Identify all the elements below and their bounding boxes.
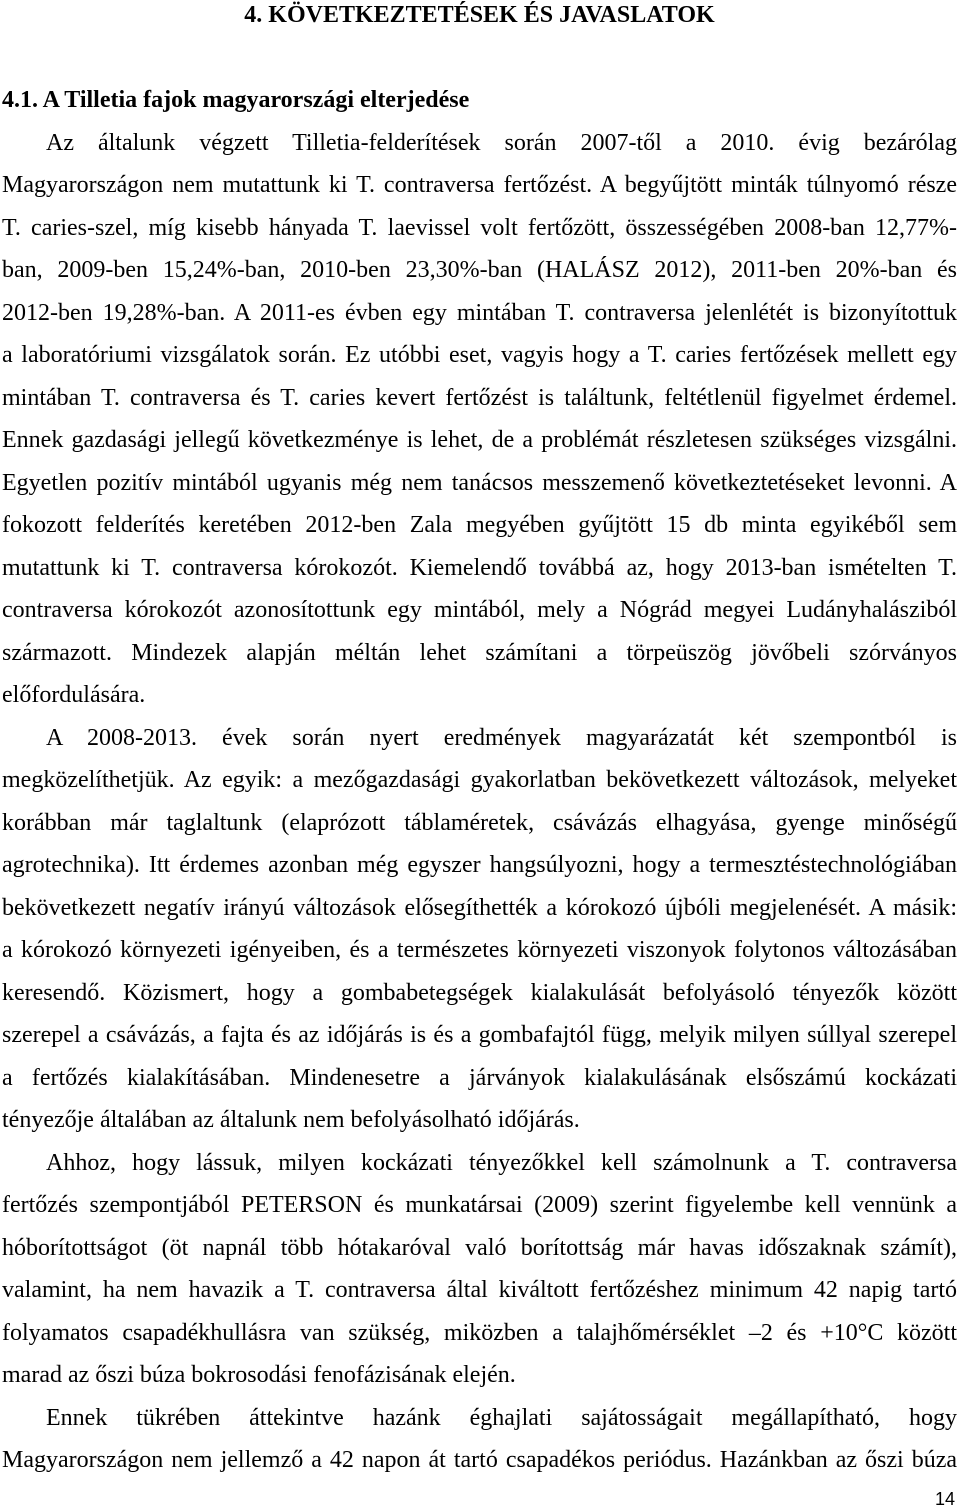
paragraph-line: tényezője általában az általunk nem befolyásolható időjárás. xyxy=(2,1107,580,1133)
paragraph-line: hóborítottságot (öt napnál több hótakaróval való borítottság már havas időszaknak számít), xyxy=(2,1234,957,1261)
paragraph-line: előfordulására. xyxy=(2,682,146,708)
paragraph-line: Az általunk végzett Tilletia-felderítések során 2007-től a 2010. évig bezárólag xyxy=(46,129,957,156)
paragraph-line: bekövetkezett negatív irányú változások elősegíthették a kórokozó újbóli megjelenését. A másik: xyxy=(2,894,957,921)
paragraph-3 xyxy=(2,1142,957,1397)
paragraph-line: szerepel a csávázás, a fajta és az időjárás is és a gombafajtól függ, melyik milyen súllyal szerepel xyxy=(2,1022,957,1048)
paragraph-4 xyxy=(2,1397,957,1482)
paragraph-line: Ennek gazdasági jellegű következménye is lehet, de a problémát részletesen szükséges vizsgálni. xyxy=(2,427,957,453)
paragraph-line: T. caries-szel, míg kisebb hányada T. laevissel volt fertőzött, összességében 2008-ban 12,77%- xyxy=(2,214,957,241)
paragraph-line: mintában T. contraversa és T. caries kevert fertőzést is találtunk, feltétlenül figyelmet érdemel. xyxy=(2,384,957,411)
paragraph-line: valamint, ha nem havazik a T. contraversa által kiváltott fertőzéshez minimum 42 napig tartó xyxy=(2,1277,957,1303)
paragraph-line: fokozott felderítés keretében 2012-ben Zala megyében gyűjtött 15 db minta egyikéből sem xyxy=(2,512,957,538)
paragraph-line: Magyarországon nem jellemző a 42 napon át tartó csapadékos periódus. Hazánkban az őszi búza xyxy=(2,1447,957,1473)
paragraph-line: korábban már taglaltunk (elaprózott táblaméretek, csávázás elhagyása, gyenge minőségű xyxy=(2,809,957,836)
section-heading: 4.1. A Tilletia fajok magyarországi elterjedése xyxy=(2,87,470,113)
paragraph-line: a fertőzés kialakításában. Mindenesetre a járványok kialakulásának elsőszámú kockázati xyxy=(2,1064,957,1091)
paragraph-line: contraversa kórokozót azonosítottunk egy mintából, mely a Nógrád megyei Ludányhalásziból xyxy=(2,597,957,623)
page-content xyxy=(2,0,957,1482)
paragraph-line: a laboratóriumi vizsgálatok során. Ez utóbbi eset, vagyis hogy a T. caries fertőzések mellett egy xyxy=(2,342,957,368)
paragraph-line: megközelíthetjük. Az egyik: a mezőgazdasági gyakorlatban bekövetkezett változások, melyeket xyxy=(2,767,957,793)
paragraph-line: Ennek tükrében áttekintve hazánk éghajlati sajátosságait megállapítható, hogy xyxy=(46,1404,957,1431)
paragraph-line: Egyetlen pozitív mintából ugyanis még nem tanácsos messzemenő következtetéseket levonni. A xyxy=(2,469,957,496)
paragraph-line: Ahhoz, hogy lássuk, milyen kockázati tényezőkkel kell számolnunk a T. contraversa xyxy=(46,1149,957,1176)
paragraph-line: marad az őszi búza bokrosodási fenofázisának elején. xyxy=(2,1362,516,1388)
paragraph-line: ban, 2009-ben 15,24%-ban, 2010-ben 23,30%-ban (HALÁSZ 2012), 2011-ben 20%-ban és xyxy=(2,257,957,283)
paragraph-line: származott. Mindezek alapján méltán lehet számítani a törpeüszög jövőbeli szórványos xyxy=(2,639,957,666)
paragraph-line: folyamatos csapadékhullásra van szükség, miközben a talajhőmérséklet –2 és +10°C között xyxy=(2,1319,957,1346)
paragraph-line: 2012-ben 19,28%-ban. A 2011-es évben egy mintában T. contraversa jelenlétét is bizonyítottuk xyxy=(2,299,957,326)
paragraph-line: fertőzés szempontjából PETERSON és munkatársai (2009) szerint figyelembe kell vennünk a xyxy=(2,1192,957,1218)
page-number: 14 xyxy=(934,1489,955,1509)
paragraph-line: A 2008-2013. évek során nyert eredmények magyarázatát két szempontból is xyxy=(46,724,957,751)
paragraph-line: agrotechnika). Itt érdemes azonban még egyszer hangsúlyozni, hogy a termesztéstechnológiában xyxy=(2,852,957,878)
paragraph-line: Magyarországon nem mutattunk ki T. contraversa fertőzést. A begyűjtött minták túlnyomó része xyxy=(2,172,957,198)
paragraph-line: mutattunk ki T. contraversa kórokozót. Kiemelendő továbbá az, hogy 2013-ban ismételten T. xyxy=(2,554,957,581)
paragraph-line: a kórokozó környezeti igényeiben, és a természetes környezeti viszonyok folytonos változásában xyxy=(2,937,957,963)
paragraph-1 xyxy=(2,122,957,717)
paragraph-2 xyxy=(2,717,957,1142)
chapter-title: 4. KÖVETKEZTETÉSEK ÉS JAVASLATOK xyxy=(244,2,715,28)
paragraph-line: keresendő. Közismert, hogy a gombabetegségek kialakulását befolyásoló tényezők között xyxy=(2,979,957,1006)
